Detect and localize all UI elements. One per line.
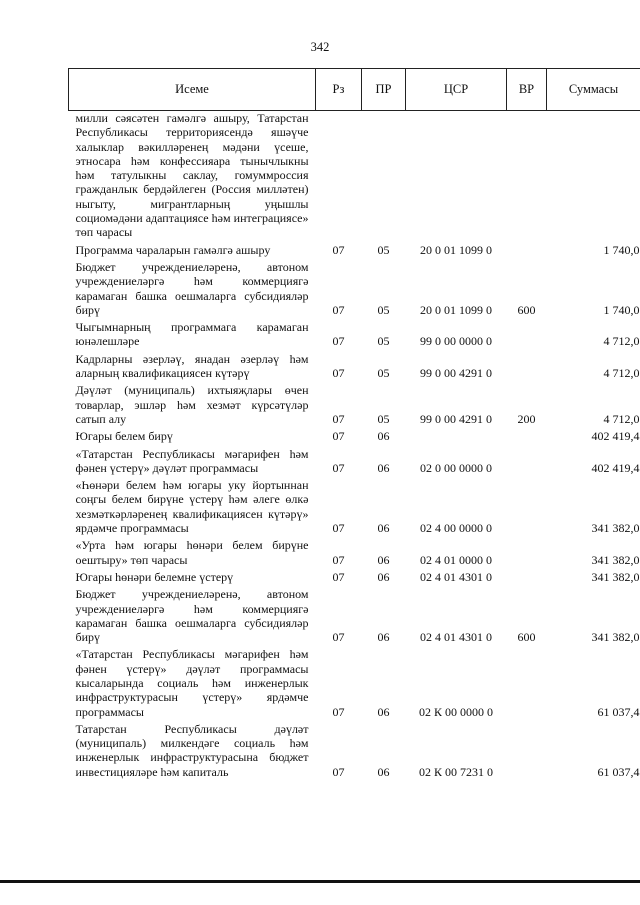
table-row [69,111,640,240]
row-csr: 02 4 00 0000 0 [420,521,492,536]
row-sum: 341 382,0 [591,569,640,584]
row-rz: 07 [332,569,345,584]
row-name: Бюджет учреждениеләренә, автоном учреждениеләргә һәм коммерциягә карамаган башка оешмаларга субсидияләр бирү [75,259,309,317]
row-vr: 600 [517,302,536,317]
row-rz: 07 [332,704,345,719]
row-name: Югары һөнәри белемне үстерү [75,569,234,584]
header-sum: Суммасы [547,69,640,111]
row-csr: 20 0 01 1099 0 [420,302,492,317]
header-name: Исеме [69,69,316,111]
row-pr: 06 [377,552,390,567]
row-vr [507,240,547,257]
row-csr: 02 4 01 4301 0 [420,569,492,584]
table-header-row [69,69,640,111]
row-sum: 341 382,0 [591,521,640,536]
row-rz: 07 [332,630,345,645]
row-sum: 402 419,4 [591,429,640,444]
row-name: Бюджет учреждениеләренә, автоном учреждениеләргә һәм коммерциягә карамаган башка оешмаларга субсидияләр бирү [75,587,309,645]
row-name: «Һөнәри белем һәм югары уку йортыннан соңгы белем бирүне үстерү һәм әлеге өлкә хезмәткәрләренең квалификациясен күтәрү» ярдәмче программасы [75,478,309,536]
table-row [69,380,640,426]
row-sum: 4 712,0 [603,411,640,426]
row-vr [507,317,547,349]
row-pr: 05 [377,334,390,349]
table-row [69,584,640,644]
row-rz: 07 [332,552,345,567]
header-csr: ЦСР [406,69,507,111]
row-rz: 07 [332,334,345,349]
table-row [69,257,640,317]
row-pr: 05 [377,366,390,381]
table-row [69,426,640,443]
row-csr: 02 4 01 4301 0 [420,630,492,645]
row-name: Татарстан Республикасы дәүләт (муниципаль) милкендәге социаль һәм инженерлык инфраструктурасына бюджет инвестицияләре һәм капиталь [75,721,309,779]
row-csr [406,426,507,443]
row-sum: 402 419,4 [591,460,640,475]
row-csr [406,111,507,240]
row-csr: 20 0 01 1099 0 [420,242,492,257]
row-name: Дәүләт (муниципаль) ихтыяҗлары өчен товарлар, эшләр һәм хезмәт күрсәтүләр сатып алу [75,383,309,426]
table-row [69,317,640,349]
row-rz: 07 [332,302,345,317]
row-sum: 341 382,0 [591,630,640,645]
row-pr: 06 [377,460,390,475]
table-row [69,444,640,476]
row-pr [362,111,406,240]
table-row [69,240,640,257]
row-sum: 1 740,0 [603,302,640,317]
row-rz: 07 [332,242,345,257]
table-row [69,475,640,535]
row-name: милли сәясәтен гамәлгә ашыру, Татарстан Республикасы территориясендә яшәүче халыклар вәкилләренең мәдәни үсеше, этносара һәм конфессияара тынычлыкны һәм татулыкны саклау, гомуммроссия гражданлык бердәйлеген (Россия милләтен) ныгыту, мигрантларның уңышлы социомәдәни адаптациясе һәм интеграциясе» төп чарасы [75,111,309,240]
table-row [69,567,640,584]
row-pr: 06 [377,569,390,584]
row-sum: 4 712,0 [603,366,640,381]
row-vr [507,111,547,240]
row-name: Кадрларны әзерләү, янадан әзерләү һәм аларның квалификациясен күтәрү [75,351,309,381]
table-row [69,349,640,381]
header-vr: ВР [507,69,547,111]
row-csr: 02 К 00 0000 0 [418,704,493,719]
row-sum: 61 037,4 [597,764,640,779]
row-rz: 07 [332,460,345,475]
row-sum: 341 382,0 [591,552,640,567]
row-name: «Татарстан Республикасы мәгарифен һәм фәнен үстерү» дәүләт программасы кысаларында социаль һәм инженерлык инфраструктурасын үстерү» ярдәмче программасы [75,647,309,719]
row-name: «Татарстан Республикасы мәгарифен һәм фәнен үстерү» дәүләт программасы [75,446,309,475]
row-csr: 99 0 00 0000 0 [420,334,492,349]
row-vr [507,426,547,443]
row-rz: 07 [332,521,345,536]
budget-table [68,68,640,779]
row-vr [507,567,547,584]
row-pr: 05 [377,242,390,257]
row-vr [507,444,547,476]
page-number: 342 [310,40,330,54]
row-vr [507,719,547,779]
row-rz: 07 [332,411,345,426]
row-sum [547,111,640,240]
row-rz [316,111,362,240]
row-name: «Урта һәм югары һөнәри белем бирүне оештыру» төп чарасы [75,538,309,567]
row-rz: 07 [332,366,345,381]
row-name: Программа чараларын гамәлгә ашыру [75,242,271,257]
row-vr [507,535,547,567]
header-rz: Рз [316,69,362,111]
row-pr: 06 [377,429,390,444]
row-name: Чыгымнарның программага карамаган юнәлешләре [75,320,309,349]
row-vr: 200 [517,411,536,426]
row-sum: 61 037,4 [597,704,640,719]
row-pr: 06 [377,521,390,536]
row-name: Югары белем бирү [75,429,173,444]
header-pr: ПР [362,69,406,111]
row-csr: 02 4 01 0000 0 [420,552,492,567]
row-vr [507,644,547,718]
row-pr: 06 [377,764,390,779]
row-vr [507,475,547,535]
row-csr: 02 К 00 7231 0 [418,764,493,779]
row-vr: 600 [517,630,536,645]
row-vr [507,349,547,381]
table-row [69,719,640,779]
row-csr: 02 0 00 0000 0 [420,460,492,475]
row-sum: 1 740,0 [603,242,640,257]
row-rz: 07 [332,429,345,444]
row-pr: 05 [377,302,390,317]
table-row [69,535,640,567]
row-sum: 4 712,0 [603,334,640,349]
row-csr: 99 0 00 4291 0 [420,411,492,426]
row-pr: 05 [377,411,390,426]
page-bottom-rule [0,880,640,883]
row-rz: 07 [332,764,345,779]
table-row [69,644,640,718]
row-pr: 06 [377,630,390,645]
row-csr: 99 0 00 4291 0 [420,366,492,381]
row-pr: 06 [377,704,390,719]
